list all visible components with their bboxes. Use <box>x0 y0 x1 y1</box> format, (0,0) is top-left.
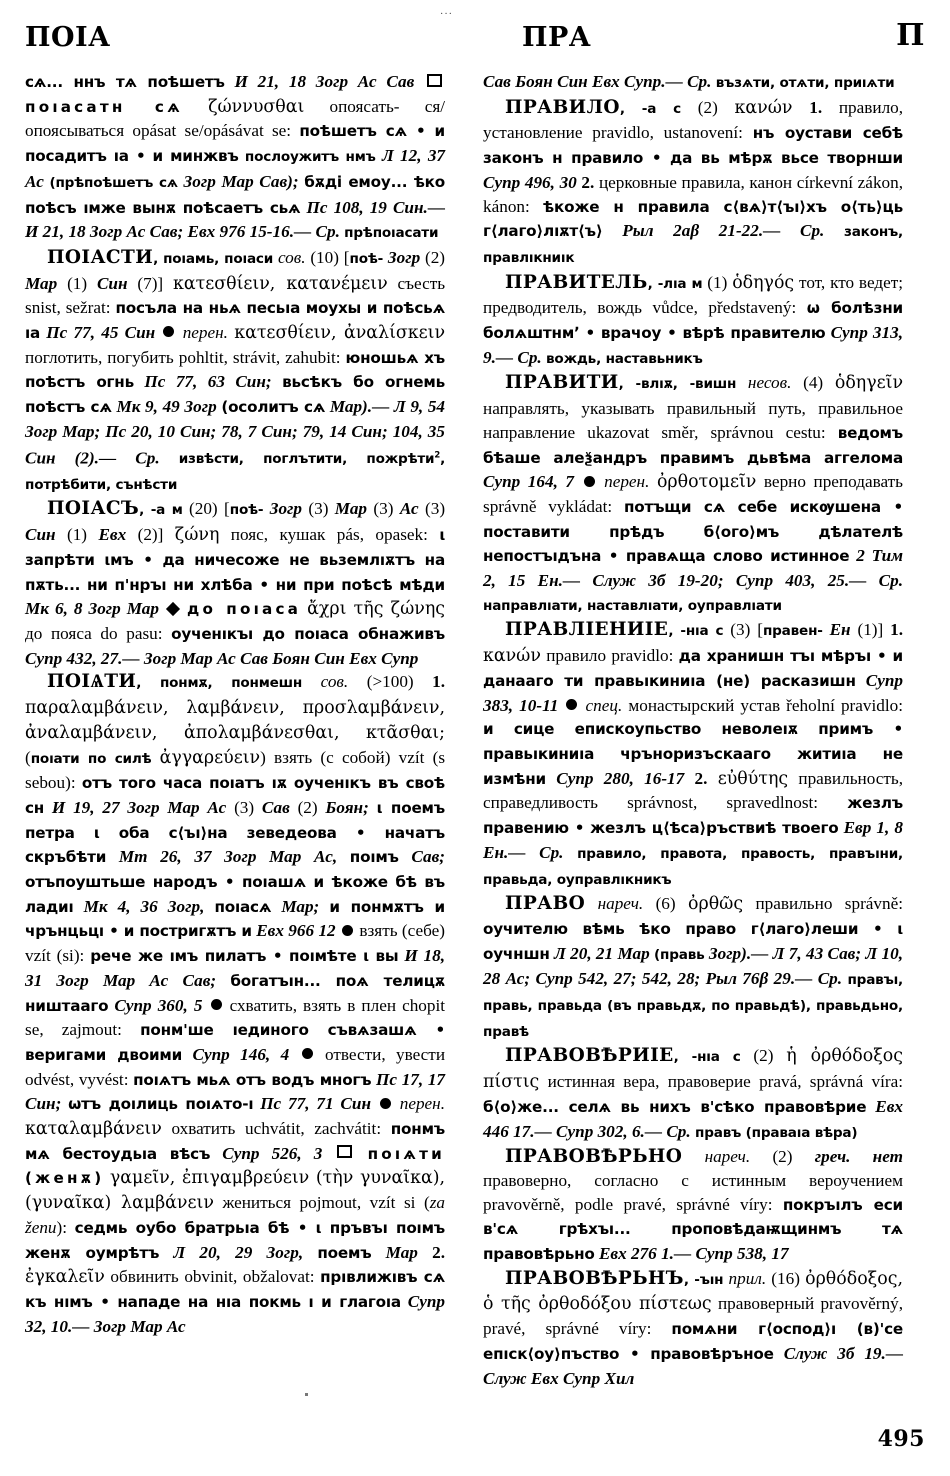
column-left <box>25 70 445 1338</box>
running-head-left: ПОІА <box>25 22 111 53</box>
headword-pravovernu: ПРАВОВѢРЬНЪ <box>505 1267 684 1289</box>
bullet-marker <box>342 925 353 936</box>
headword-pravo: ПРАВО <box>505 893 586 915</box>
diamond-marker <box>166 602 180 616</box>
bullet-marker <box>380 1098 391 1109</box>
entry-poiasu: ПОІАСЪ, -а м (20) [поѣ- Зогр (3) Мар (3) Ас (3) Син (1) Евх (2)] ζώνη пояс, кушак pás, opasek: ι запрѣти ιмъ • да ничесоже не вьземлıѫтъ на пѫть... ни п'нръı ни хлѣба • ни при поѣсѣ мѣди Мк 6, 8 Зогр Мар до поıаса ἄχρι τῆς ζώνης до пояса do pasu: оученıкъı до поıаса обнаживъ Супр 432, 27.— Зогр Мар Ас Сав Боян Син Евх Супр <box>25 498 446 668</box>
scan-speck-artifact: ··· <box>440 9 453 20</box>
entry-poiasti: ПОІАСТИ, поıамь, поıаси сов. (10) [поѣ- Зогр (2) Мар (1) Син (7)] κατεσθίειν, κατανέμειν съесть snist, sežrat: посъла на ньѧ песьıа моухы и поѣсьѧ ıа Пс 77, 45 Син перен. κατεσθίειν, ἀναλίσκειν поглотить, погубить pohltit, strávit, zahubit: юношьѧ хъ поѣстъ огнь Пс 77, 63 Син; вьсѣкъ бо огнемь поѣстъ сѧ Мк 9, 49 Зогр (осолитъ сѧ Мар).— Л 9, 54 Зогр Мар; Пс 20, 10 Син; 78, 7 Син; 79, 14 Син; 104, 35 Син (2).— Ср. извѣсти, поглътити, пожрѣти$^2$, потрѣбити, сънѣсти <box>25 246 446 493</box>
running-head <box>25 20 925 60</box>
entry-continuation-poiasati: сѧ... ннъ тѧ поѣшетъ И 21, 18 Зогр Ас Сав поıасатн сѧ ζώννυσθαι опоясать- ся/опоясываться opásat se/opásávat se: поѣшетъ сѧ • и посадитъ ıа • и минжвъ послоужитъ нмъ Л 12, 37 Ас (прѣпоѣшетъ сѧ Зогр Мар Сав); бѫді емоу... ѣко поѣсъ ıмже вынѫ поѣсаетъ сьѧ Пс 108, 19 Син.— И 21, 18 Зогр Ас Сав; Евх 976 15-16.— Ср. прѣпоıасати <box>25 72 446 242</box>
headword-poiasti: ПОІАСТИ <box>47 246 154 268</box>
headword-poiasu: ПОІАСЪ <box>47 498 140 520</box>
entry-pravitel: ПРАВИТЕЛЬ, -лıа м (1) ὁδηγός тот, кто ведет; предводитель, вождь vůdce, představený: ѡ болѣзни болѧштнмʼ • врачоу • вѣрѣ правителю Супр 313, 9.— Ср. вождь, наставьникъ <box>483 271 904 367</box>
bullet-marker <box>211 999 222 1010</box>
bullet-marker <box>163 326 174 337</box>
entry-pravilo: ПРАВИЛО, -а с (2) κανών 1. правило, установление pravidlo, ustanovení: нъ оустави себѣ законъ н правило • да вь мѣрѫ вьсе творнши Супр 496, 30 2. церковные правила, канон církevní zákon, kánon: ѣкоже н правила с⟨вѧ⟩т⟨ъı⟩хъ о⟨ть⟩ць г⟨лаго⟩лıѫт⟨ъ⟩ Рыл 2аβ 21-22.— Ср. законъ, правлıкниıк <box>483 96 904 266</box>
square-marker <box>427 74 442 87</box>
entry-pravlenie: ПРАВЛІЕНИІЕ, -нıа с (3) [правен- Ен (1)] 1. κανών правило pravidlo: да хранишн тъı мѣръı • и данааго ти правьıкиниıа (не) расказишн Супр 383, 10-11 спец. монастырский устав řeholní pravidlo: и сице епискоупьство неволеıѫ примъ • правьıкиниıа чръноризъскааго житиıа не измѣни Супр 280, 16-17 2. εὐθύτης правильность, справедливость správnost, spravedlnost: жезлъ правению • жезлъ ц⟨ѣса⟩ръствиѣ твоего Евр 1, 8 Ен.— Ср. правило, правота, правость, правъıни, правьда, оуправлıкникъ <box>483 619 904 888</box>
headword-pravitel: ПРАВИТЕЛЬ <box>505 271 648 293</box>
headword-pravoverno: ПРАВОВѢРЬНО <box>505 1146 683 1168</box>
running-head-middle: ПРА <box>522 22 592 53</box>
bullet-marker <box>566 699 577 710</box>
entry-pravoverie: ПРАВОВѢРИІЕ, -нıа с (2) ἡ ὀρθόδοξος πίστις истинная вера, правоверие pravá, správná víra: б⟨о⟩же... селѧ вь нихъ в'сѣко правовѣрие Евх 446 17.— Супр 302, 6.— Ср. правъ (праваıа вѣра) <box>483 1045 903 1141</box>
entry-praviti: ПРАВИТИ, -влıѫ, -вишн несов. (4) ὁδηγεῖν направлять, указывать правильный путь, правильное направление ukazovat směr, správnou cestu: ведомъ бѣаше алеѯандръ правимъ дьвѣма аггелома Супр 164, 7 перен. ὀρθοτομεῖν верно преподавать správně vykládat: потъщи сѧ себе искѹшена • поставити прѣдъ б⟨ого⟩мъ дѣлателѣ непостъıдъна • правѧща слово истинное 2 Тим 2, 15 Ен.— Служ 3б 19-20; Супр 403, 25.— Ср. направлıати, наставлıати, оуправлıати <box>483 372 904 614</box>
headword-pravoverie: ПРАВОВѢРИІЕ <box>505 1045 674 1067</box>
scan-dot-artifact <box>305 1393 308 1396</box>
headword-pravilo: ПРАВИЛО <box>505 96 620 118</box>
entry-pravo: ПРАВО нареч. (6) ὀρθῶς правильно správně: оучителю вѣмь ѣко право г⟨лаго⟩леши • ι оучншн Л 20, 21 Мар (правь Зогр).— Л 7, 43 Сав; Л 10, 28 Ас; Супр 542, 27; 542, 28; Рыл 76β 29.— Ср. правъı, правь, правьда (въ правьдѫ, по правьдѣ), правьдьно, правѣ <box>483 893 904 1040</box>
entry-poiati: ПОІѦТИ, понмѫ, понмешн сов. (>100) 1. παραλαμβάνειν, λαμβάνειν, προσλαμβάνειν, ἀναλαμβάνειν, ἀπολαμβάνεσθαι, κτᾶσθαι; (поıати по силѣ ἀγγαρεύειν) взять (с собой) vzít (s sebou): отъ того часа поıатъ ıѫ оученıкъ въ своѣ сн И 19, 27 Зогр Мар Ас (3) Сав (2) Боян; ι поемъ петра ι оба с⟨ъı⟩на зеведеова • начатъ скръбѣти Мт 26, 37 Зогр Мар Ас, поıмъ Сав; отъпоуштьше народъ • поıашѧ и ѣкоже бѣ въ ладиı Мк 4, 36 Зогр, поıасѧ Мар; и понмѫтъ и чрънцьцı • и постригѫтъ и Евх 966 12 взять (себе) vzít (si): рече же ıмъ пилатъ • поıмѣте ι вы И 18, 31 Зогр Мар Ас Сав; богатъıн... поѧ телицѫ ништааго Супр 360, 5 схватить, взять в плен chopit se, zajmout: понм'ше ıединого съвѧзашѧ • веригами двоими Супр 146, 4 отвести, увести odvést, vyvést: поıѧтъ мьѧ отъ водъ многъ Пс 17, 17 Син; ѡтъ доıлиць поıѧто-ı Пс 77, 71 Син перен. καταλαμβάνειν охватить uchvátit, zachvátit: понмъ мѧ бестоудьıа вѣсъ Супр 526, 3 поıѧти (женѫ) γαμεῖν, ἐπιγαμβρεύειν (τὴν γυναῖκα), (γυναῖκα) λαμβάνειν жениться pojmout, vzít si (za ženu): седмь оубо братрьıа бѣ • ι пръвъı поıмъ женѫ оумрѣтъ Л 20, 29 Зогр, поемъ Мар 2. ἐγκαλεῖν обвинить obvinit, obžalovat: прıвлижıвъ сѧ къ нıмъ • нападе на нıа покмь ı и глагоıа Супр 32, 10.— Зогр Мар Ас <box>25 671 446 1336</box>
bullet-marker <box>302 1048 313 1059</box>
headword-pravlenie: ПРАВЛІЕНИІЕ <box>505 619 669 641</box>
headword-praviti: ПРАВИТИ <box>505 372 619 394</box>
page-number: 495 <box>877 1426 925 1452</box>
headword-poiati: ПОІѦТИ <box>47 671 137 693</box>
entry-continuation-poiati: Сав Боян Син Евх Супр.— Ср. възѧти, отѧти, приıѧти <box>483 72 895 91</box>
running-head-right: П <box>896 18 925 53</box>
entry-pravoverno: ПРАВОВѢРЬНО нареч. (2) греч. нет правоверно, согласно с истинным вероучением pravověrně, podle pravé, správné víry: покръıлъ еси в'сѧ грѣхъı... проповѣдаѭщинмъ тѧ правовѣрьно Евх 276 1.— Супр 538, 17 <box>483 1146 903 1264</box>
bullet-marker <box>584 476 595 487</box>
square-marker <box>337 1145 352 1158</box>
entry-pravovernu: ПРАВОВѢРЬНЪ, -ъıн прил. (16) ὀρθόδοξος, ὁ τῆς ὀρθοδόξου πίστεως правоверный pravověrný, pravé, správné víry: помѧни г⟨оспод⟩ı (в)'се епıск⟨оу⟩пъство • правовѣръное Служ 3б 19.— Служ Евх Супр Хил <box>483 1267 904 1388</box>
column-right <box>483 70 903 1390</box>
